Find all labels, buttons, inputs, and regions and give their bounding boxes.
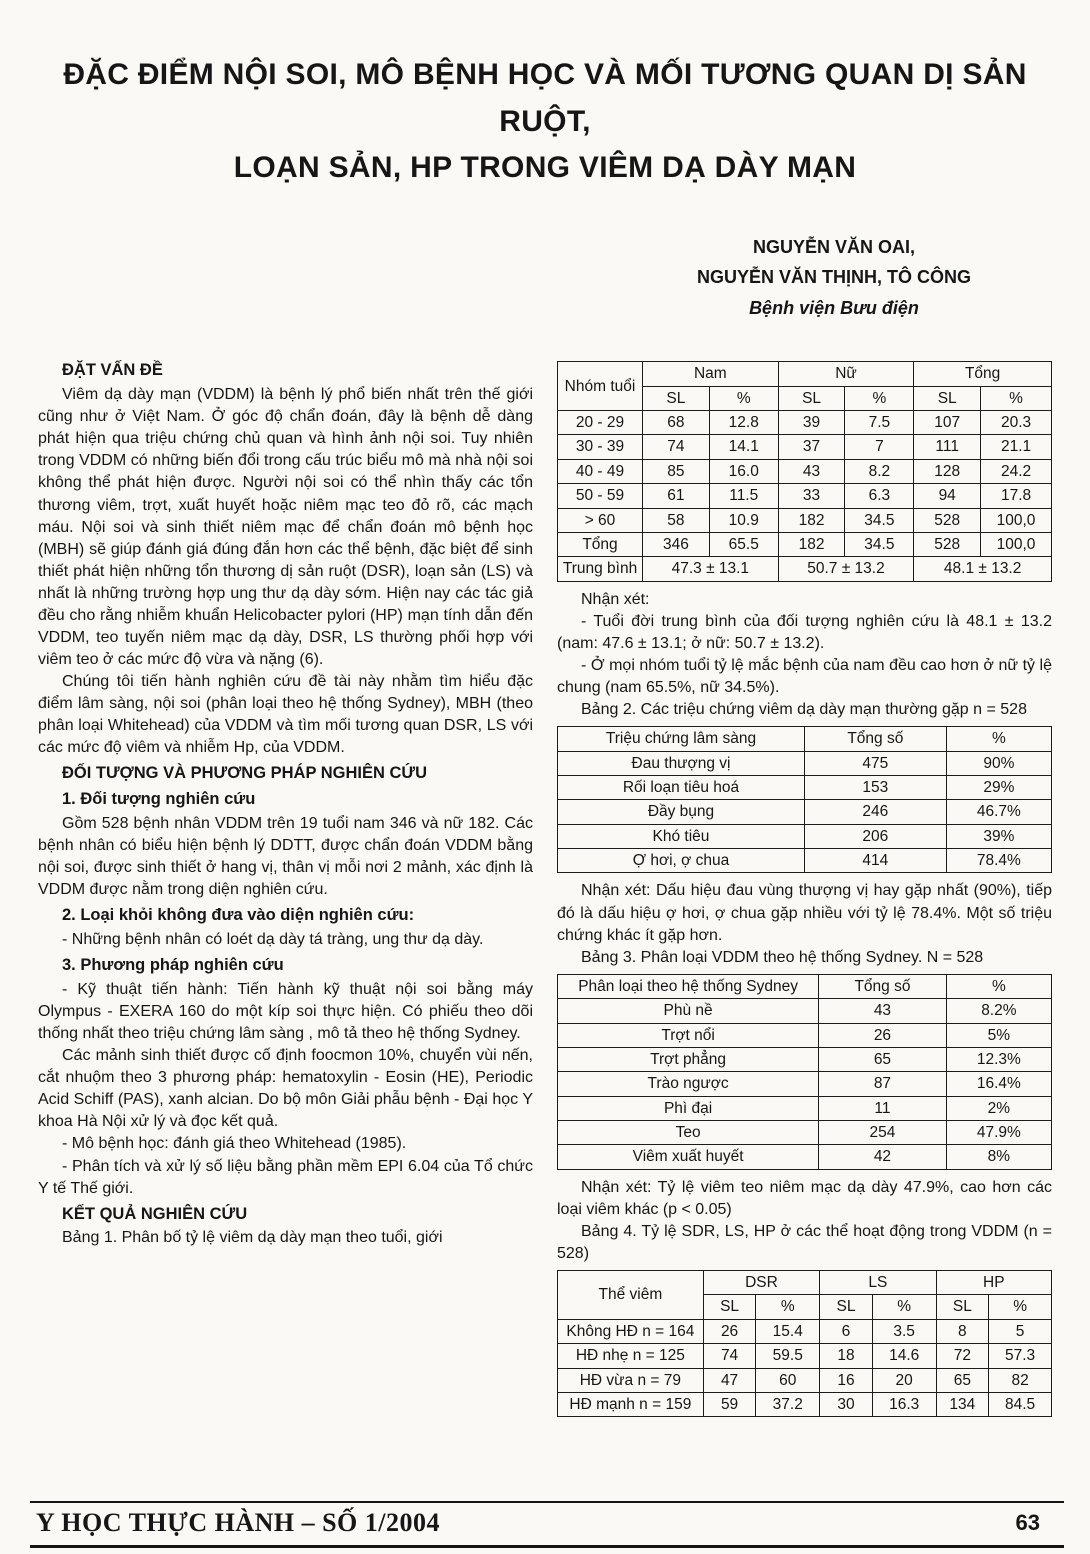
table-cell: 59.5 (756, 1344, 820, 1368)
table-cell: 414 (805, 849, 947, 873)
paragraph-method-1: - Kỹ thuật tiến hành: Tiến hành kỹ thuật nội soi bằng máy Olympus - EXERA 160 do một kíp soi thực hiện. Có phiếu theo dõi thống nhất theo triệu chứng lâm sàng , mô tả theo hệ thống Sydney. (38, 980, 533, 1043)
table-age-sex-distribution (557, 361, 1052, 581)
table-cell: 10.9 (709, 508, 778, 532)
table-cell: Trợt nổi (558, 1023, 819, 1047)
table-row (558, 1121, 1052, 1145)
table-cell: 90% (946, 751, 1051, 775)
table-cell: 6.3 (845, 484, 914, 508)
table-cell: Ợ hơi, ợ chua (558, 849, 805, 873)
section-heading-dat-van-de: ĐẶT VẤN ĐỀ (62, 361, 163, 380)
table-cell: 37 (778, 435, 845, 459)
table-cell: % (756, 1295, 820, 1319)
table-row (558, 1072, 1052, 1096)
table-cell: 14.1 (709, 435, 778, 459)
table-row (558, 1368, 1052, 1392)
table-cell: 57.3 (989, 1344, 1052, 1368)
table-cell: 34.5 (845, 532, 914, 556)
table-cell: 153 (805, 775, 947, 799)
table-cell: 34.5 (845, 508, 914, 532)
table-row (558, 1392, 1052, 1416)
table-cell: Trung bình (558, 557, 643, 581)
paragraph-method-2: Các mảnh sinh thiết được cố định foocmon 10%, chuyển vùi nến, cắt nhuộm theo 3 phương pháp: hematoxylin - Eosin (HE), Periodic Acid Schiff (PAS), xanh alcian. Do bộ môn Giải phẫu bệnh - Đại học Y khoa Hà Nội xử lý và đọc kết quả. (38, 1047, 533, 1131)
table-row (558, 999, 1052, 1023)
table-row (558, 459, 1052, 483)
table-cell: 85 (643, 459, 710, 483)
paragraph-exclusion: - Những bệnh nhân có loét dạ dày tá tràng, ung thư dạ dày. (62, 931, 484, 949)
right-column (557, 356, 1052, 1424)
table-row (558, 751, 1052, 775)
table-cell: 182 (778, 508, 845, 532)
table2-caption: Bảng 2. Các triệu chứng viêm dạ dày mạn thường gặp n = 528 (581, 701, 1027, 719)
table-cell: Rối loạn tiêu hoá (558, 775, 805, 799)
table-cell: 33 (778, 484, 845, 508)
table-cell: 182 (778, 532, 845, 556)
table-row (558, 435, 1052, 459)
table-cell: 8.2 (845, 459, 914, 483)
table-row (558, 1145, 1052, 1169)
table-cell: % (872, 1295, 936, 1319)
table-cell: 65.5 (709, 532, 778, 556)
table-cell: 100,0 (981, 508, 1052, 532)
page-number: 63 (1015, 1510, 1040, 1535)
paragraph-intro-1: Viêm dạ dày mạn (VDDM) là bệnh lý phổ biến nhất trên thế giới cũng như ở Việt Nam. Ở góc độ chẩn đoán, đây là bệnh dễ dàng phát hiện qua triệu chứng chủ quan và hình ảnh nội soi. Tuy nhiên trong VDDM có những biến đổi trong cấu trúc biểu mô mà nhà nội soi không thể phát hiện được. Người nội soi có thể nhìn thấy các tổn thương viêm, trợt, xuất huyết hoặc niêm mạc teo đỏ rõ, các mạch máu. Nội soi và sinh thiết niêm mạc để chẩn đoán mô bệnh học (MBH) sẽ giúp đánh giá đúng đắn hơn các thể bệnh, đặc biệt để sinh thiết phát hiện những tổn thương dị sản ruột (DSR), loạn sản (LS) và nhất là những trường hợp ung thư dạ dày sớm. Hiện nay các tác giả đều cho rằng nhiễm khuẩn Helicobacter pylori (HP) mạn tính dẫn đến VDDM, teo tuyến niêm mạc dạ dày, DSR, LS thường phối hợp với viêm teo ở các mức độ vừa và nặng (6). (38, 386, 533, 669)
table-cell: 30 (820, 1392, 873, 1416)
table-cell: 47.3 ± 13.1 (643, 557, 779, 581)
table4-caption: Bảng 4. Tỷ lệ SDR, LS, HP ở các thể hoạt động trong VDDM (n = 528) (557, 1222, 1052, 1262)
table-cell: 30 - 39 (558, 435, 643, 459)
table-row (558, 824, 1052, 848)
table-cell: HĐ vừa n = 79 (558, 1368, 704, 1392)
table-cell: Phù nề (558, 999, 819, 1023)
table-row (558, 362, 1052, 386)
note3: Nhận xét: Tỷ lệ viêm teo niêm mạc dạ dày 47.9%, cao hơn các loại viêm khác (p < 0.05) (557, 1178, 1052, 1218)
table-row (558, 727, 1052, 751)
table-cell: Tổng số (805, 727, 947, 751)
subsection-heading-2: 2. Loại khỏi không đưa vào diện nghiên cứu: (62, 906, 415, 925)
table-row (558, 849, 1052, 873)
table-cell: SL (703, 1295, 756, 1319)
paragraph-intro-2: Chúng tôi tiến hành nghiên cứu đề tài này nhằm tìm hiểu đặc điểm lâm sàng, nội soi (phân loại theo hệ thống Sydney), MBH (theo phân loại Whitehead) của VDDM và tìm mối tương quan DSR, LS với các mức độ viêm và nhiễm Hp, của VDDM. (38, 673, 533, 757)
table-cell: 16 (820, 1368, 873, 1392)
table-cell: Nam (643, 362, 779, 386)
table-sydney-classification (557, 974, 1052, 1170)
table-cell: 42 (819, 1145, 947, 1169)
table-cell: Tổng số (819, 974, 947, 998)
table-cell: Teo (558, 1121, 819, 1145)
table-cell: 47 (703, 1368, 756, 1392)
note1-title: Nhận xét: (581, 590, 650, 608)
table-row (558, 411, 1052, 435)
table-cell: 78.4% (946, 849, 1051, 873)
table-cell: 16.4% (946, 1072, 1051, 1096)
table-cell: SL (936, 1295, 989, 1319)
table-cell: 16.0 (709, 459, 778, 483)
page-footer (30, 1501, 1064, 1548)
table-cell: HĐ mạnh n = 159 (558, 1392, 704, 1416)
table-cell: 5% (946, 1023, 1051, 1047)
table-cell: > 60 (558, 508, 643, 532)
table-row (558, 1047, 1052, 1071)
table-cell: Nhóm tuổi (558, 362, 643, 411)
table-cell: 107 (914, 411, 981, 435)
left-column (38, 356, 533, 1424)
table-cell: 7.5 (845, 411, 914, 435)
table-cell: 65 (936, 1368, 989, 1392)
table-cell: 8% (946, 1145, 1051, 1169)
table-cell: 254 (819, 1121, 947, 1145)
table-row (558, 508, 1052, 532)
paragraph-method-3: - Mô bệnh học: đánh giá theo Whitehead (1985). (62, 1135, 407, 1153)
table-cell: 21.1 (981, 435, 1052, 459)
table-row (558, 484, 1052, 508)
table-cell: 15.4 (756, 1319, 820, 1343)
table-cell: 12.8 (709, 411, 778, 435)
table-row (558, 1271, 1052, 1295)
table-cell: % (989, 1295, 1052, 1319)
table-dsr-ls-hp-activity (557, 1270, 1052, 1417)
table-cell: Trợt phẳng (558, 1047, 819, 1071)
subsection-heading-3: 3. Phương pháp nghiên cứu (62, 956, 284, 975)
table-cell: 29% (946, 775, 1051, 799)
table-cell: 24.2 (981, 459, 1052, 483)
title-block (38, 52, 1052, 192)
table-cell: Nữ (778, 362, 914, 386)
table-cell: 17.8 (981, 484, 1052, 508)
table-cell: 48.1 ± 13.2 (914, 557, 1052, 581)
table-cell: 39% (946, 824, 1051, 848)
table-cell: 87 (819, 1072, 947, 1096)
table-row (558, 532, 1052, 556)
table-cell: 6 (820, 1319, 873, 1343)
table-cell: 72 (936, 1344, 989, 1368)
table-cell: Thể viêm (558, 1271, 704, 1320)
table-cell: Trào ngược (558, 1072, 819, 1096)
table-cell: % (709, 386, 778, 410)
paragraph-method-4: - Phân tích và xử lý số liệu bằng phần mềm EPI 6.04 của Tổ chức Y tế Thế giới. (38, 1157, 533, 1197)
table-cell: Đau thượng vị (558, 751, 805, 775)
note2: Nhận xét: Dấu hiệu đau vùng thượng vị hay gặp nhất (90%), tiếp đó là dấu hiệu ợ hơi, ợ chua gặp nhiều với tỷ lệ 78.4%. Một số triệu chứng khác ít gặp hơn. (557, 882, 1052, 944)
table-cell: LS (820, 1271, 936, 1295)
table-cell: 11 (819, 1096, 947, 1120)
table-cell: 134 (936, 1392, 989, 1416)
author-name-2: NGUYỄN VĂN THỊNH, TÔ CÔNG (696, 267, 971, 288)
table-row (558, 1096, 1052, 1120)
table-cell: 8.2% (946, 999, 1051, 1023)
table-cell: 50 - 59 (558, 484, 643, 508)
table-cell: Viêm xuất huyết (558, 1145, 819, 1169)
table-cell: % (981, 386, 1052, 410)
table-cell: 43 (778, 459, 845, 483)
table-row (558, 1023, 1052, 1047)
table-cell: Phân loại theo hệ thống Sydney (558, 974, 819, 998)
table-cell: Tổng (558, 532, 643, 556)
table-cell: 20.3 (981, 411, 1052, 435)
table-row (558, 1319, 1052, 1343)
table-cell: 94 (914, 484, 981, 508)
table-cell: 84.5 (989, 1392, 1052, 1416)
table-cell: 26 (703, 1319, 756, 1343)
two-column-body (38, 356, 1052, 1424)
table-cell: 528 (914, 532, 981, 556)
table-cell: 40 - 49 (558, 459, 643, 483)
table-cell: 59 (703, 1392, 756, 1416)
journal-name: Y HỌC THỰC HÀNH – SỐ 1/2004 (36, 1508, 441, 1537)
table-cell: % (946, 727, 1051, 751)
table1-caption: Bảng 1. Phân bố tỷ lệ viêm dạ dày mạn theo tuổi, giới (62, 1229, 443, 1247)
table-cell: 37.2 (756, 1392, 820, 1416)
affiliation: Bệnh viện Bưu điện (749, 298, 919, 319)
table-cell: 20 - 29 (558, 411, 643, 435)
note1-line2: - Ở mọi nhóm tuổi tỷ lệ mắc bệnh của nam đều cao hơn ở nữ tỷ lệ chung (nam 65.5%, nữ 34.5%). (557, 656, 1052, 697)
table-cell: 60 (756, 1368, 820, 1392)
table-cell: 206 (805, 824, 947, 848)
table-cell: 46.7% (946, 800, 1051, 824)
subsection-heading-1: 1. Đối tượng nghiên cứu (62, 790, 256, 809)
table-cell: Phì đại (558, 1096, 819, 1120)
paper-title-line1: ĐẶC ĐIỂM NỘI SOI, MÔ BỆNH HỌC VÀ MỐI TƯƠNG QUAN DỊ SẢN RUỘT, (63, 58, 1027, 138)
table-cell: 58 (643, 508, 710, 532)
table-cell: DSR (703, 1271, 819, 1295)
table-cell: 82 (989, 1368, 1052, 1392)
note1-line1: - Tuổi đời trung bình của đối tượng nghiên cứu là 48.1 ± 13.2 (nam: 47.6 ± 13.1; ở nữ: 50.7 ± 13.2). (557, 612, 1052, 652)
table-cell: 5 (989, 1319, 1052, 1343)
table-cell: Không HĐ n = 164 (558, 1319, 704, 1343)
table-cell: SL (820, 1295, 873, 1319)
table-cell: Đầy bụng (558, 800, 805, 824)
paragraph-subjects: Gồm 528 bệnh nhân VDDM trên 19 tuổi nam 346 và nữ 182. Các bệnh nhân có biểu hiện bệnh lý DDTT, được chẩn đoán VDDM bằng nội soi, được sinh thiết ở hang vị, thân vị mỗi nơi 2 mảnh, xác định là VDDM được nằm trong diện nghiên cứu. (38, 814, 533, 899)
table-row (558, 800, 1052, 824)
table-cell: % (845, 386, 914, 410)
table-cell: SL (643, 386, 710, 410)
table-cell: Tổng (914, 362, 1052, 386)
table-cell: 246 (805, 800, 947, 824)
table-cell: 475 (805, 751, 947, 775)
table-cell: 12.3% (946, 1047, 1051, 1071)
table-cell: 7 (845, 435, 914, 459)
table-cell: 16.3 (872, 1392, 936, 1416)
table-cell: 26 (819, 1023, 947, 1047)
author-name-1: NGUYỄN VĂN OAI, (752, 236, 916, 257)
table-cell: 20 (872, 1368, 936, 1392)
table3-caption: Bảng 3. Phân loại VDDM theo hệ thống Sydney. N = 528 (581, 948, 984, 966)
paper-title-line2: LOẠN SẢN, HP TRONG VIÊM DẠ DÀY MẠN (233, 151, 857, 184)
table-cell: 14.6 (872, 1344, 936, 1368)
table-cell: HĐ nhẹ n = 125 (558, 1344, 704, 1368)
table-cell: 18 (820, 1344, 873, 1368)
table-cell: 61 (643, 484, 710, 508)
table-cell: Triệu chứng lâm sàng (558, 727, 805, 751)
table-cell: 11.5 (709, 484, 778, 508)
table-cell: SL (914, 386, 981, 410)
table-cell: 43 (819, 999, 947, 1023)
table-cell: 65 (819, 1047, 947, 1071)
table-row (558, 557, 1052, 581)
author-block (634, 232, 1034, 325)
table-cell: 100,0 (981, 532, 1052, 556)
table-cell: 74 (643, 435, 710, 459)
table-cell: Khó tiêu (558, 824, 805, 848)
table-cell: HP (936, 1271, 1051, 1295)
table-cell: 68 (643, 411, 710, 435)
section-heading-ket-qua: KẾT QUẢ NGHIÊN CỨU (62, 1204, 248, 1223)
table-cell: 528 (914, 508, 981, 532)
table-cell: 2% (946, 1096, 1051, 1120)
table-row (558, 775, 1052, 799)
table-cell: 74 (703, 1344, 756, 1368)
table-cell: 50.7 ± 13.2 (778, 557, 914, 581)
table-cell: 39 (778, 411, 845, 435)
table-cell: 8 (936, 1319, 989, 1343)
table-cell: SL (778, 386, 845, 410)
section-heading-doi-tuong: ĐỐI TƯỢNG VÀ PHƯƠNG PHÁP NGHIÊN CỨU (62, 764, 428, 783)
table-cell: 111 (914, 435, 981, 459)
table-cell: 128 (914, 459, 981, 483)
table-cell: 3.5 (872, 1319, 936, 1343)
table-row (558, 1344, 1052, 1368)
table-cell: 346 (643, 532, 710, 556)
table-row (558, 974, 1052, 998)
table-symptoms (557, 726, 1052, 873)
table-cell: 47.9% (946, 1121, 1051, 1145)
table-cell: % (946, 974, 1051, 998)
